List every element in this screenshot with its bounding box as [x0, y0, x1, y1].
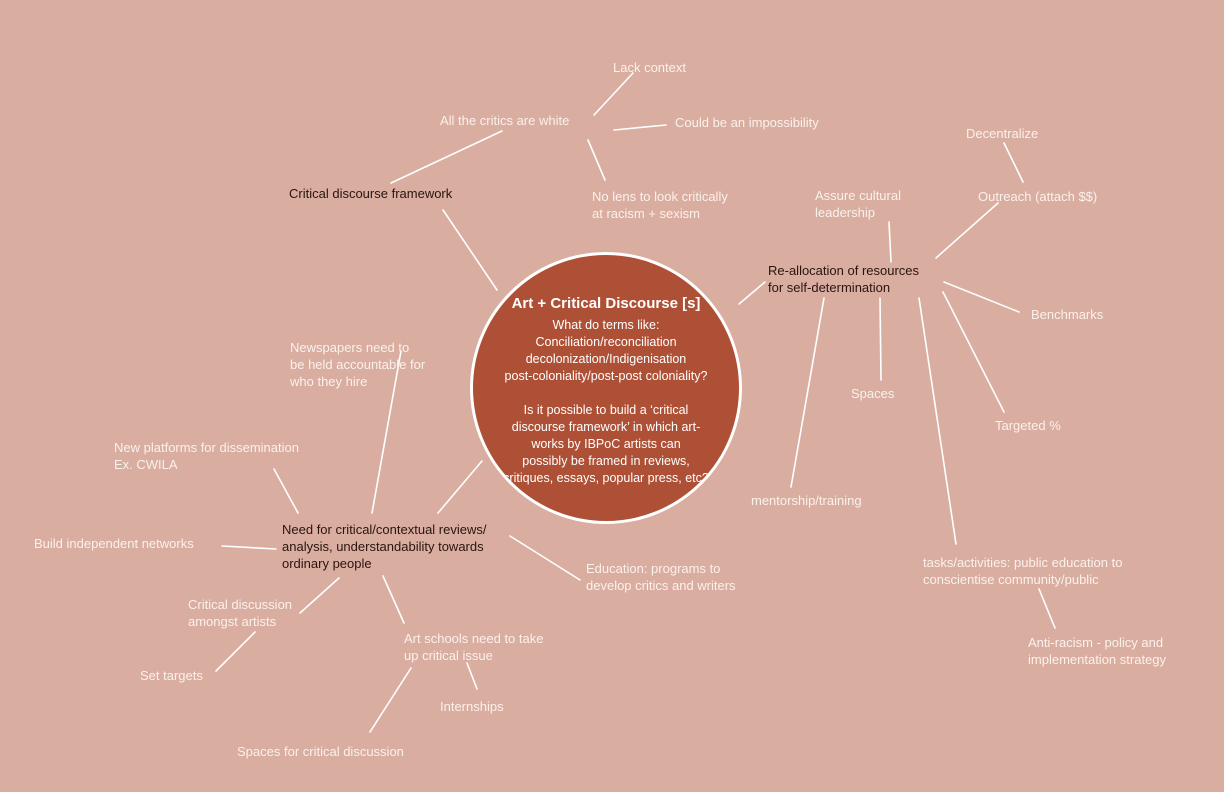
link-critics-no-lens — [588, 140, 605, 180]
link-realloc-outreach — [936, 203, 998, 258]
link-discussion-set-targets — [216, 632, 255, 671]
link-realloc-benchmarks — [944, 282, 1019, 312]
node-benchmarks: Benchmarks — [1031, 307, 1104, 322]
node-all-critics-white: All the critics are white — [440, 113, 570, 128]
link-artschools-internships — [467, 663, 477, 689]
link-critics-lack-context — [594, 73, 633, 115]
node-mentorship-training: mentorship/training — [751, 493, 862, 508]
link-critics-impossibility — [614, 125, 666, 130]
central-question-terms: What do terms like: Conciliation/reconciliation decolonization/Indigenisation post-coloniality/post-post coloniality? — [504, 318, 708, 383]
central-topic-circle — [470, 252, 742, 524]
node-lack-context: Lack context — [613, 60, 686, 75]
node-set-targets: Set targets — [140, 668, 203, 683]
node-spaces: Spaces — [851, 386, 895, 401]
link-reviews-networks — [222, 546, 276, 549]
node-tasks-activities: tasks/activities: public education to conscientise community/public — [923, 555, 1123, 587]
link-realloc-spaces — [880, 298, 881, 380]
central-topic-questions — [473, 317, 739, 487]
central-question-framework: Is it possible to build a ‘critical discourse framework’ in which art- works by IBPoC artists can possibly be framed in reviews, critiques, essays, popular press, etc? — [503, 403, 709, 485]
node-reallocation-resources: Re-allocation of resources for self-determination — [768, 263, 920, 295]
node-internships: Internships — [440, 699, 504, 714]
link-artschools-spaces — [370, 668, 411, 732]
central-topic-title: Art + Critical Discourse [s] — [511, 295, 701, 312]
node-outreach: Outreach (attach $$) — [978, 189, 1098, 204]
node-targeted-percent: Targeted % — [995, 418, 1061, 433]
node-no-lens: No lens to look critically at racism + sexism — [592, 189, 728, 221]
link-framework-critics — [391, 131, 502, 183]
link-realloc-targeted — [943, 292, 1004, 412]
link-realloc-mentorship — [791, 298, 824, 487]
node-anti-racism: Anti-racism - policy and implementation strategy — [1028, 635, 1167, 667]
node-critical-discourse-framework: Critical discourse framework — [289, 186, 453, 201]
link-outreach-decentralize — [1004, 143, 1023, 182]
node-assure-cultural-leadership: Assure cultural leadership — [815, 188, 901, 220]
node-education-programs: Education: programs to develop critics and writers — [586, 561, 736, 593]
node-art-schools: Art schools need to take up critical issue — [404, 631, 544, 663]
link-reviews-education — [510, 536, 580, 580]
node-newspapers-accountable: Newspapers need to be held accountable for who they hire — [290, 340, 426, 389]
node-build-networks: Build independent networks — [34, 536, 194, 551]
link-tasks-antiracism — [1039, 589, 1055, 628]
link-realloc-leadership — [889, 222, 891, 262]
link-center-reallocation — [739, 282, 765, 304]
node-new-platforms: New platforms for dissemination Ex. CWILA — [114, 440, 299, 472]
link-reviews-platforms — [274, 469, 298, 513]
node-critical-discussion-artists: Critical discussion amongst artists — [188, 597, 293, 629]
node-could-be-impossibility: Could be an impossibility — [675, 115, 819, 130]
node-spaces-critical-discussion: Spaces for critical discussion — [237, 744, 404, 759]
link-center-critical-framework — [443, 210, 497, 290]
node-decentralize: Decentralize — [966, 126, 1039, 141]
link-realloc-tasks — [919, 298, 956, 544]
node-need-for-reviews: Need for critical/contextual reviews/ analysis, understandability towards ordinary people — [282, 522, 487, 571]
link-reviews-discussion-artists — [300, 578, 339, 613]
link-reviews-art-schools — [383, 576, 404, 623]
